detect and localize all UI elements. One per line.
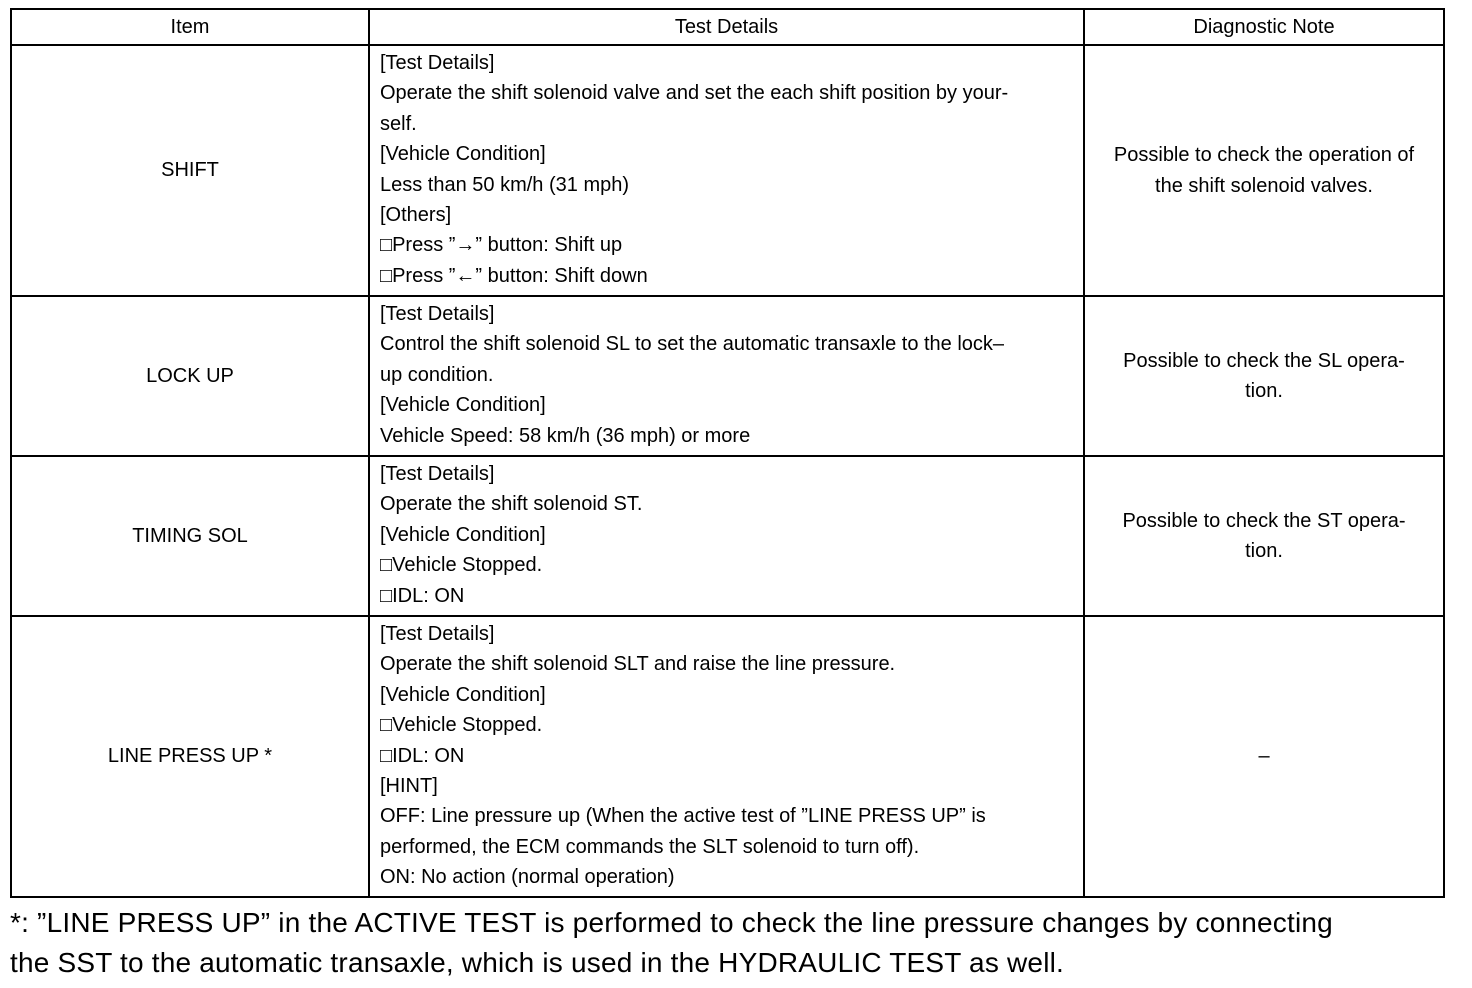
details-line: □Press ”←” button: Shift down: [380, 264, 648, 287]
details-line: [HINT]: [380, 775, 438, 798]
details-line: [Test Details]: [380, 463, 495, 485]
details-line: [Vehicle Condition]: [380, 523, 546, 546]
details-line: Operate the shift solenoid valve and set the each shift position by your-: [380, 82, 1009, 105]
note-cell: [1084, 456, 1444, 616]
details-line: □Vehicle Stopped.: [380, 714, 543, 737]
details-line: [Test Details]: [380, 52, 495, 74]
details-cell: [369, 45, 1084, 296]
details-line: [Vehicle Condition]: [380, 683, 546, 706]
note-cell: [1084, 616, 1444, 897]
table-row-shift: [11, 45, 1444, 296]
item-cell: SHIFT: [11, 45, 369, 296]
details-line: Operate the shift solenoid ST.: [380, 493, 643, 516]
note-cell: [1084, 296, 1444, 456]
table-row-line-press-up: [11, 616, 1444, 897]
note-line: –: [1258, 745, 1270, 768]
note-line: tion.: [1245, 380, 1283, 402]
details-line: self.: [380, 112, 417, 135]
note-cell: [1084, 45, 1444, 296]
column-header-test-details: Test Details: [369, 9, 1084, 45]
details-line: Operate the shift solenoid SLT and raise the line pressure.: [380, 653, 896, 676]
details-line: up condition.: [380, 363, 494, 386]
note-line: Possible to check the SL opera-: [1123, 349, 1405, 372]
details-line: Vehicle Speed: 58 km/h (36 mph) or more: [380, 424, 751, 447]
table-row-lock-up: [11, 296, 1444, 456]
details-line: OFF: Line pressure up (When the active test of ”LINE PRESS UP” is: [380, 805, 986, 828]
active-test-table: [10, 8, 1445, 898]
note-line: Possible to check the operation of: [1113, 144, 1415, 167]
details-line: [Others]: [380, 204, 452, 227]
footnote: [10, 903, 1450, 983]
details-line: [Vehicle Condition]: [380, 394, 546, 417]
item-cell: TIMING SOL: [11, 456, 369, 616]
details-line: [Test Details]: [380, 303, 495, 325]
footnote-line: the SST to the automatic transaxle, which is used in the HYDRAULIC TEST as well.: [10, 947, 1065, 978]
footnote-line: *: ”LINE PRESS UP” in the ACTIVE TEST is performed to check the line pressure changes by connecting: [10, 907, 1333, 938]
details-cell: [369, 296, 1084, 456]
details-line: □IDL: ON: [380, 744, 465, 767]
details-line: □Press ”→” button: Shift up: [380, 234, 623, 257]
details-line: performed, the ECM commands the SLT solenoid to turn off).: [380, 835, 920, 858]
item-cell: LOCK UP: [11, 296, 369, 456]
details-line: Control the shift solenoid SL to set the automatic transaxle to the lock–: [380, 333, 1005, 356]
note-line: the shift solenoid valves.: [1155, 174, 1373, 197]
details-line: ON: No action (normal operation): [380, 866, 675, 889]
header-row: [11, 9, 1444, 45]
details-line: □IDL: ON: [380, 584, 465, 607]
note-line: Possible to check the ST opera-: [1122, 509, 1406, 532]
column-header-diagnostic-note: Diagnostic Note: [1084, 9, 1444, 45]
table-row-timing-sol: [11, 456, 1444, 616]
item-cell: LINE PRESS UP *: [11, 616, 369, 897]
details-cell: [369, 616, 1084, 897]
details-cell: [369, 456, 1084, 616]
column-header-item: Item: [11, 9, 369, 45]
details-line: Less than 50 km/h (31 mph): [380, 173, 630, 196]
note-line: tion.: [1245, 540, 1283, 562]
details-line: □Vehicle Stopped.: [380, 554, 543, 577]
details-line: [Test Details]: [380, 623, 495, 645]
details-line: [Vehicle Condition]: [380, 143, 546, 166]
